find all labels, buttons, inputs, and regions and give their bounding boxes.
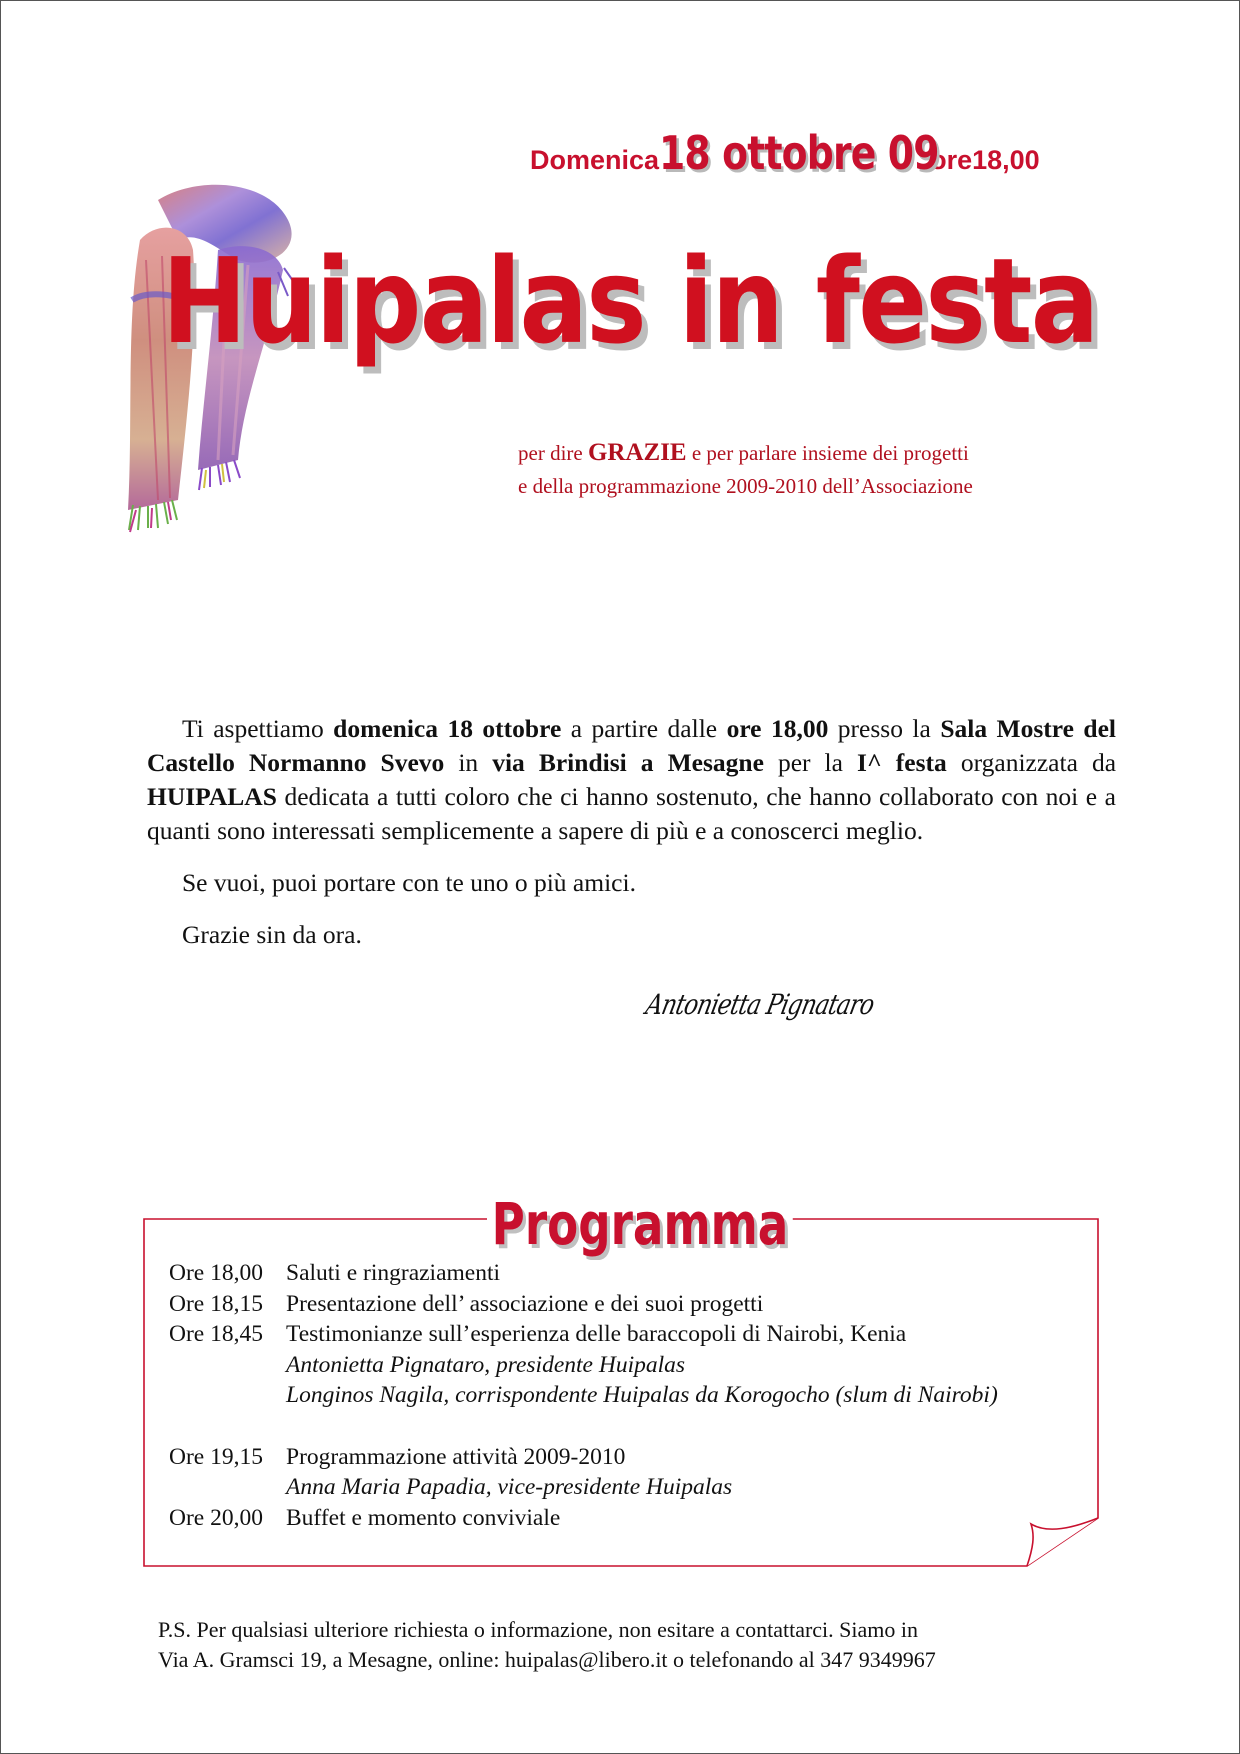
invitation-thanks: Grazie sin da ora.: [182, 920, 362, 949]
event-time: ore18,00: [930, 145, 1040, 175]
ps-note: [158, 1615, 1078, 1675]
subtitle: [518, 436, 1118, 503]
highlight-text: I^ festa: [857, 748, 947, 777]
paragraph-text: per la: [763, 748, 858, 777]
ps-line-2: Via A. Gramsci 19, a Mesagne, online: huipalas@libero.it o telefonando al 347 9349967: [158, 1647, 936, 1672]
programma-spacer: [169, 1411, 1089, 1442]
main-title: Huipalas in festa: [162, 232, 1098, 370]
ps-line-1: P.S. Per qualsiasi ulteriore richiesta o informazione, non esitare a contattarci. Siamo in: [158, 1617, 919, 1642]
programma-row: [169, 1380, 1089, 1411]
event-date: 18 ottobre 09: [659, 126, 939, 180]
programma-row: [169, 1258, 1089, 1289]
paragraph-text: presso la: [828, 714, 941, 743]
programma-row: [169, 1319, 1089, 1350]
programma-title: Programma: [487, 1190, 793, 1258]
programma-time: Ore 18,00: [169, 1260, 263, 1286]
programma-speaker: Longinos Nagila, corrispondente Huipalas da Korogocho (slum di Nairobi): [286, 1382, 998, 1408]
subtitle-text: e per parlare insieme dei progetti: [691, 441, 969, 465]
programma-row: [169, 1289, 1089, 1320]
highlight-text: ore 18,00: [726, 714, 829, 743]
paragraph-text: organizzata da: [946, 748, 1117, 777]
paragraph-text: Ti aspettiamo: [182, 714, 334, 743]
programma-speaker: Anna Maria Papadia, vice-presidente Huipalas: [286, 1474, 733, 1500]
invitation-friends-note: Se vuoi, puoi portare con te uno o più amici.: [182, 868, 636, 897]
programma-row: [169, 1442, 1089, 1473]
programma-list: [169, 1258, 1089, 1533]
programma-box: [143, 1190, 1100, 1568]
event-day: Domenica: [530, 145, 660, 175]
invitation-paragraph: [147, 712, 1116, 848]
highlight-text: Sala Mostre del Castello Normanno Svevo: [147, 714, 1117, 777]
invitation-body: [147, 712, 1116, 970]
signature: Antonietta Pignataro: [642, 988, 877, 1021]
programma-time: Ore 18,45: [169, 1321, 263, 1347]
highlight-text: domenica 18 ottobre: [333, 714, 562, 743]
programma-time: Ore 19,15: [169, 1443, 263, 1470]
programma-activity: Presentazione dell’ associazione e dei suoi progetti: [286, 1290, 764, 1317]
programma-speaker: Antonietta Pignataro, presidente Huipalas: [286, 1351, 686, 1378]
programma-row: [169, 1472, 1089, 1503]
programma-activity: Saluti e ringraziamenti: [286, 1260, 501, 1286]
programma-activity: Testimonianze sull’esperienza delle baraccopoli di Nairobi, Kenia: [286, 1321, 907, 1347]
subtitle-text: per dire: [518, 441, 583, 465]
highlight-text: via Brindisi a Mesagne: [492, 748, 764, 777]
paragraph-text: a partire dalle: [561, 714, 727, 743]
subtitle-grazie: GRAZIE: [587, 439, 687, 466]
subtitle-line-1: [518, 436, 1118, 470]
programma-activity: Programmazione attività 2009-2010: [286, 1443, 626, 1470]
paragraph-text: dedicata a tutti coloro che ci hanno sostenuto, che hanno collaborato con noi e a quanti sono interessati semplicemente a sapere di più e a conoscerci meglio.: [147, 782, 1116, 845]
programma-activity: Buffet e momento conviviale: [286, 1504, 561, 1531]
programma-row: [169, 1503, 1089, 1534]
highlight-text: HUIPALAS: [147, 782, 277, 811]
event-date-line: [530, 126, 1040, 180]
programma-time: Ore 18,15: [169, 1290, 263, 1317]
paragraph-text: in: [444, 748, 493, 777]
subtitle-line-2: e della programmazione 2009-2010 dell’Associazione: [518, 474, 973, 498]
programma-row: [169, 1350, 1089, 1381]
programma-time: Ore 20,00: [169, 1504, 263, 1531]
